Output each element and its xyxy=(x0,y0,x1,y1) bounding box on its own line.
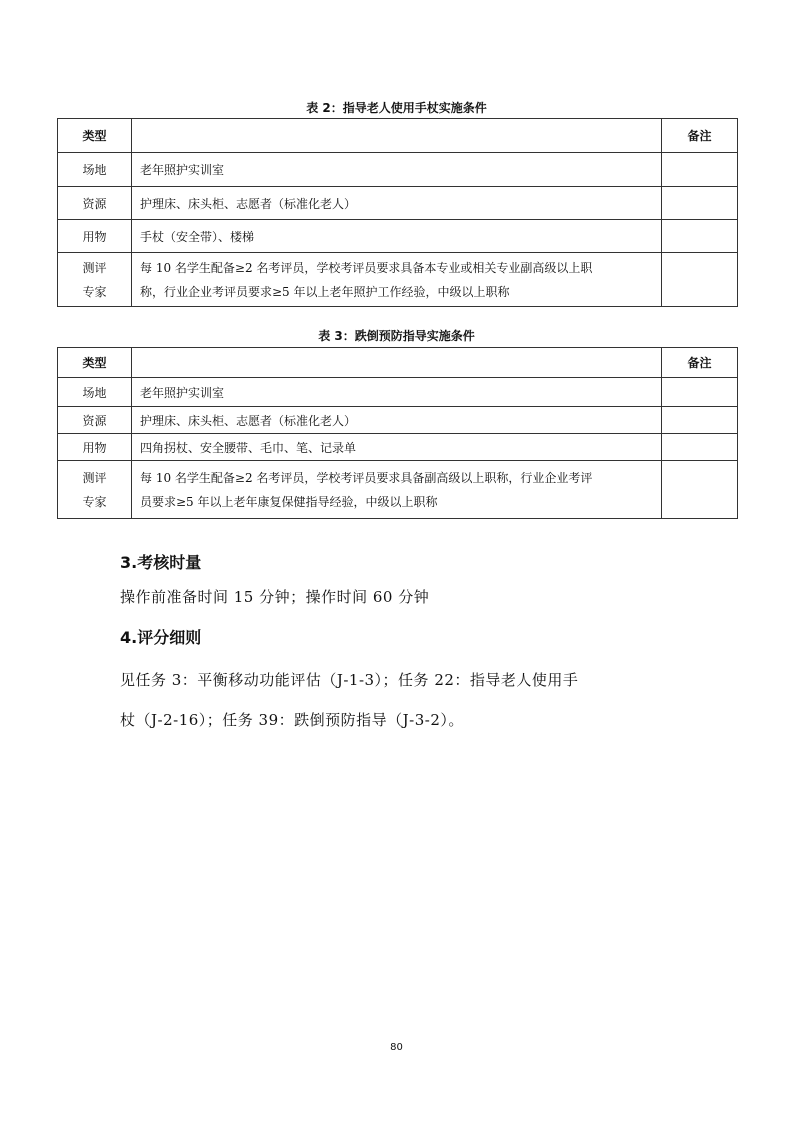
table-row xyxy=(58,153,738,187)
section4-line2: 杖（J-2-16）；任务 39：跌倒预防指导（J-3-2）。 xyxy=(120,711,464,729)
table2-row4-type xyxy=(58,253,132,307)
table2-row3-remark xyxy=(662,220,738,253)
table3-header-remark: 备注 xyxy=(662,348,738,378)
table2-row2-type: 资源 xyxy=(58,187,132,220)
table3-row4-content-line1: 每 10 名学生配备≥2 名考评员，学校考评员要求具备副高级以上职称，行业企业考评 xyxy=(140,470,593,485)
table3-row3-type: 用物 xyxy=(58,434,132,461)
section3-heading: 3.考核时量 xyxy=(120,553,202,572)
table3-caption: 表 3：跌倒预防指导实施条件 xyxy=(318,329,475,343)
table2-row2-content: 护理床、床头柜、志愿者（标准化老人） xyxy=(132,187,662,220)
table3-header-type: 类型 xyxy=(58,348,132,378)
section4-heading: 4.评分细则 xyxy=(120,628,202,647)
table2-header-type: 类型 xyxy=(58,119,132,153)
table3-row3-remark xyxy=(662,434,738,461)
table3-row2-type: 资源 xyxy=(58,407,132,434)
table2-row4-content-line1: 每 10 名学生配备≥2 名考评员，学校考评员要求具备本专业或相关专业副高级以上职 xyxy=(140,260,593,275)
table3-row2-remark xyxy=(662,407,738,434)
section3-text: 操作前准备时间 15 分钟；操作时间 60 分钟 xyxy=(120,588,430,606)
table3-row4-type-line2: 专家 xyxy=(82,494,107,509)
table2-row1-remark xyxy=(662,153,738,187)
table2-row1-content: 老年照护实训室 xyxy=(132,153,662,187)
table3 xyxy=(57,347,738,519)
table3-row4-type-line1: 测评 xyxy=(82,470,107,485)
section4-line1: 见任务 3：平衡移动功能评估（J-1-3）；任务 22：指导老人使用手 xyxy=(120,671,579,689)
table2-header-remark: 备注 xyxy=(662,119,738,153)
table3-row1-remark xyxy=(662,378,738,407)
table2-row3-content: 手杖（安全带）、楼梯 xyxy=(132,220,662,253)
table3-row3-content: 四角拐杖、安全腰带、毛巾、笔、记录单 xyxy=(132,434,662,461)
table3-header-content xyxy=(132,348,662,378)
table-row xyxy=(58,220,738,253)
table3-row1-content: 老年照护实训室 xyxy=(132,378,662,407)
table3-row2-content: 护理床、床头柜、志愿者（标准化老人） xyxy=(132,407,662,434)
table2-row3-type: 用物 xyxy=(58,220,132,253)
table2-row4-content xyxy=(132,253,662,307)
table-row xyxy=(58,461,738,519)
table2-row4-type-line1: 测评 xyxy=(82,260,107,275)
table2-row1-type: 场地 xyxy=(58,153,132,187)
table3-row1-type: 场地 xyxy=(58,378,132,407)
table-row xyxy=(58,187,738,220)
table-row xyxy=(58,378,738,407)
table2-header-row xyxy=(58,119,738,153)
table3-row4-content xyxy=(132,461,662,519)
table3-row4-remark xyxy=(662,461,738,519)
page-number: 80 xyxy=(390,1042,403,1053)
table-row xyxy=(58,434,738,461)
table2-row4-content-line2: 称，行业企业考评员要求≥5 年以上老年照护工作经验，中级以上职称 xyxy=(140,284,510,299)
table2 xyxy=(57,118,738,307)
table3-row4-type xyxy=(58,461,132,519)
table2-row2-remark xyxy=(662,187,738,220)
table2-header-content xyxy=(132,119,662,153)
table2-caption: 表 2：指导老人使用手杖实施条件 xyxy=(306,101,487,115)
table2-row4-type-line2: 专家 xyxy=(82,284,107,299)
table-row xyxy=(58,253,738,307)
table3-row4-content-line2: 员要求≥5 年以上老年康复保健指导经验，中级以上职称 xyxy=(140,494,438,509)
table3-header-row xyxy=(58,348,738,378)
table-row xyxy=(58,407,738,434)
table2-row4-remark xyxy=(662,253,738,307)
